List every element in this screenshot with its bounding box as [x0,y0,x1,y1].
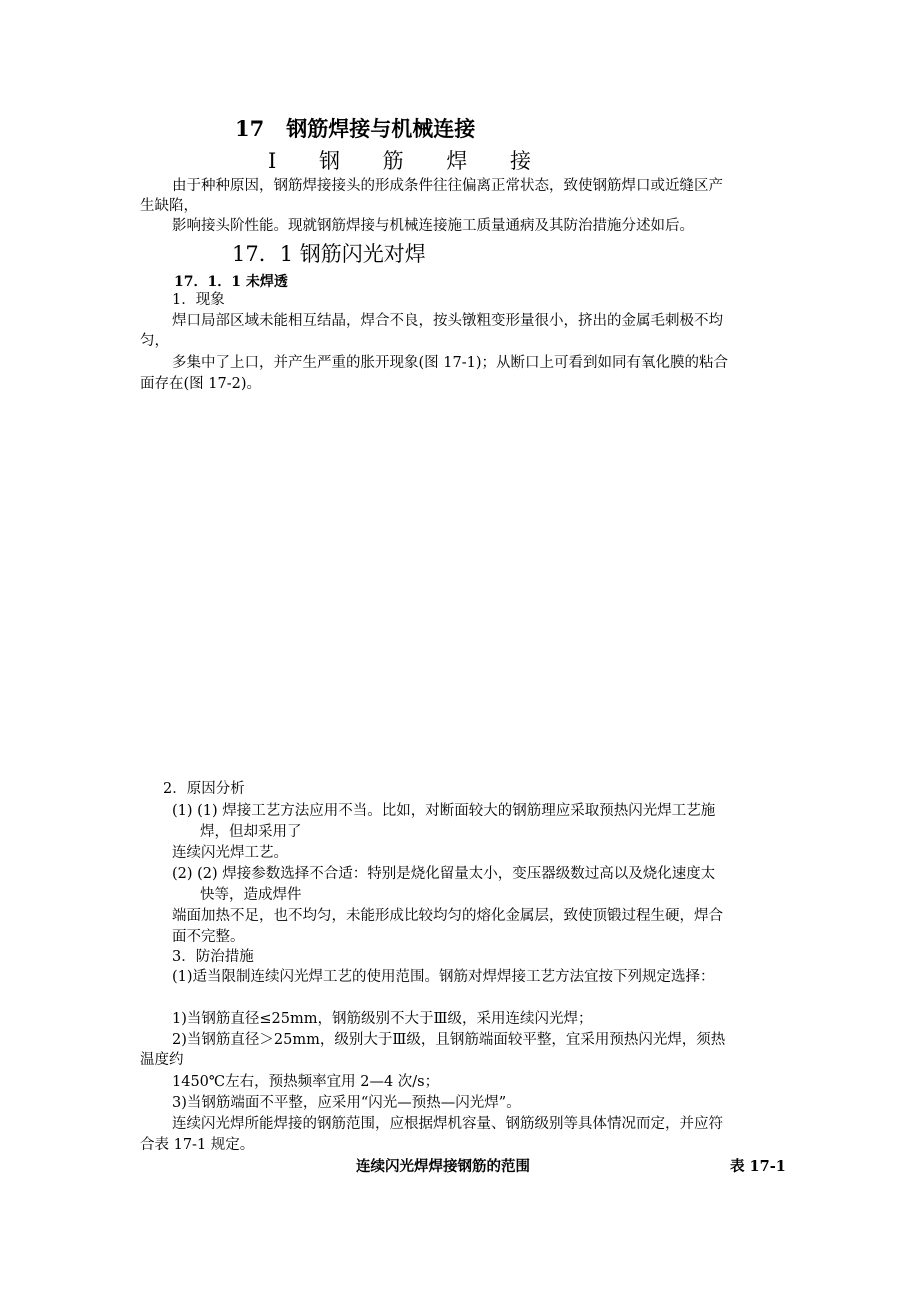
prevention-para-2-line-2: 合表 17-1 规定。 [140,1137,255,1153]
cause-1-line-1: (1) (1) 焊接工艺方法应用不当。比如，对断面较大的钢筋理应采取预热闪光焊工艺施 [172,803,716,819]
cause-2-line-4: 面不完整。 [172,929,245,945]
intro-line-3: 影响接头阶性能。现就钢筋焊接与机械连接施工质量通病及其防治措施分述如后。 [172,218,694,234]
table-caption: 连续闪光焊焊接钢筋的范围 [356,1158,530,1175]
prevention-para-1: (1)适当限制连续闪光焊工艺的使用范围。钢筋对焊焊接工艺方法宜按下列规定选择： [172,969,715,985]
subsection-title: 17．1 钢筋闪光对焊 [232,242,426,266]
prevention-rule-1: 1)当钢筋直径≤25mm，钢筋级别不大于Ⅲ级，采用连续闪光焊； [172,1011,593,1027]
prevention-rule-2-line-2: 温度约 [140,1052,184,1068]
cause-1-line-3: 连续闪光焊工艺。 [172,845,288,861]
prevention-rule-2-line-1: 2)当钢筋直径＞25mm，级别大于Ⅲ级，且钢筋端面较平整，宜采用预热闪光焊，须热 [172,1032,726,1048]
phenomenon-line-4: 面存在(图 17-2)。 [140,376,261,392]
cause-heading: 2．原因分析 [163,781,245,797]
cause-2-line-2: 快等，造成焊件 [200,887,302,903]
cause-2-line-1: (2) (2) 焊接参数选择不合适：特别是烧化留量太小，变压器级数过高以及烧化速度太 [172,866,716,882]
prevention-para-2-line-1: 连续闪光焊所能焊接的钢筋范围，应根据焊机容量、钢筋级别等具体情况而定，并应符 [172,1116,723,1132]
chapter-title [235,113,475,143]
intro-line-2: 生缺陷， [140,198,198,214]
phenomenon-line-1: 焊口局部区域未能相互结晶，焊合不良，按头镦粗变形量很小，挤出的金属毛刺极不均 [172,313,723,329]
item-title: 17．1．1 未焊透 [174,274,288,290]
cause-1-line-2: 焊，但却采用了 [200,824,302,840]
section-title: Ⅰ 钢 筋 焊 接 [268,149,549,173]
prevention-heading: 3．防治措施 [172,949,254,965]
table-number: 表 17-1 [730,1158,786,1175]
intro-line-1: 由于种种原因，钢筋焊接接头的形成条件往往偏离正常状态，致使钢筋焊口或近缝区产 [172,178,723,194]
prevention-rule-3: 3)当钢筋端面不平整，应采用“闪光—预热—闪光焊”。 [172,1095,521,1111]
phenomenon-heading: 1．现象 [172,292,225,308]
phenomenon-line-3: 多集中了上口，并产生严重的胀开现象(图 17-1)；从断口上可看到如同有氧化膜的粘合 [172,355,728,371]
chapter-number: 17 [235,116,265,141]
prevention-rule-2-line-3: 1450℃左右，预热频率宜用 2—4 次/s； [172,1074,440,1090]
cause-2-line-3: 端面加热不足，也不均匀，未能形成比较均匀的熔化金属层，致使顶锻过程生硬，焊合 [172,908,723,924]
chapter-title-text: 钢筋焊接与机械连接 [286,116,476,141]
phenomenon-line-2: 匀， [140,333,169,349]
